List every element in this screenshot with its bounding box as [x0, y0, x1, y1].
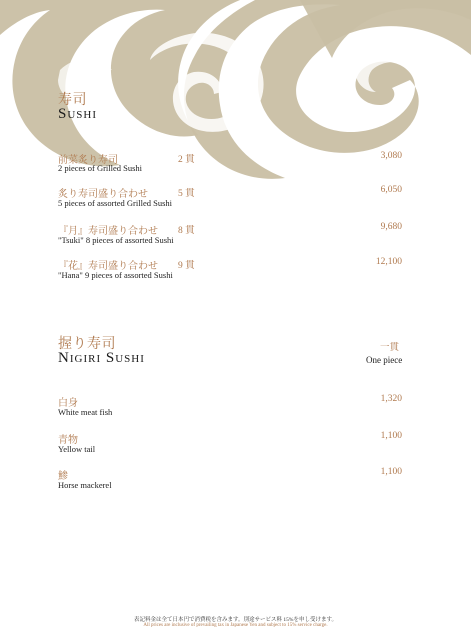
item-name-jp: 『花』寿司盛り合わせ: [58, 261, 158, 272]
item-name-jp: 鯵: [58, 471, 68, 482]
item-price: 1,100: [380, 467, 402, 477]
item-name-jp: 白身: [58, 398, 78, 409]
item-name-jp: 青物: [58, 435, 78, 446]
item-name-en: White meat fish: [58, 407, 113, 417]
unit-label-en: One piece: [366, 355, 403, 365]
item-price: 3,080: [380, 151, 402, 161]
sushi-section-title-en: Sushi: [58, 106, 98, 122]
item-price: 12,100: [375, 257, 402, 267]
item-name-jp: 炙り寿司盛り合わせ: [58, 189, 148, 200]
unit-label-jp: 一貫: [380, 343, 400, 353]
item-price: 1,320: [380, 394, 402, 404]
nigiri-section-title-jp: 握り寿司: [58, 337, 116, 352]
sushi-section-title-jp: 寿司: [58, 93, 87, 108]
footer-note-en: All prices are inclusive of prevailing tax in Japanese Yen and subject to 15% service charge.: [143, 623, 328, 628]
item-name-en: "Hana" 9 pieces of assorted Sushi: [58, 270, 173, 280]
item-name-jp: 前菜炙り寿司: [58, 155, 118, 166]
item-quantity: 5 貫: [178, 189, 195, 199]
footer-note-jp: 表記料金は全て日本円で消費税を含みます。別途サービス料 15%を申し受けます。: [133, 617, 338, 623]
item-quantity: 2 貫: [178, 155, 195, 165]
item-name-en: Horse mackerel: [58, 480, 112, 490]
item-price: 1,100: [380, 431, 402, 441]
item-name-jp: 『月』寿司盛り合わせ: [58, 226, 158, 237]
item-name-en: 5 pieces of assorted Grilled Sushi: [58, 198, 173, 208]
item-price: 6,050: [380, 185, 402, 195]
item-quantity: 8 貫: [178, 226, 195, 236]
item-quantity: 9 貫: [178, 261, 195, 271]
item-name-en: 2 pieces of Grilled Sushi: [58, 163, 143, 173]
item-price: 9,680: [380, 222, 402, 232]
nigiri-section-title-en: Nigiri Sushi: [58, 350, 145, 366]
item-name-en: "Tsuki" 8 pieces of assorted Sushi: [58, 235, 174, 245]
item-name-en: Yellow tail: [58, 444, 96, 454]
